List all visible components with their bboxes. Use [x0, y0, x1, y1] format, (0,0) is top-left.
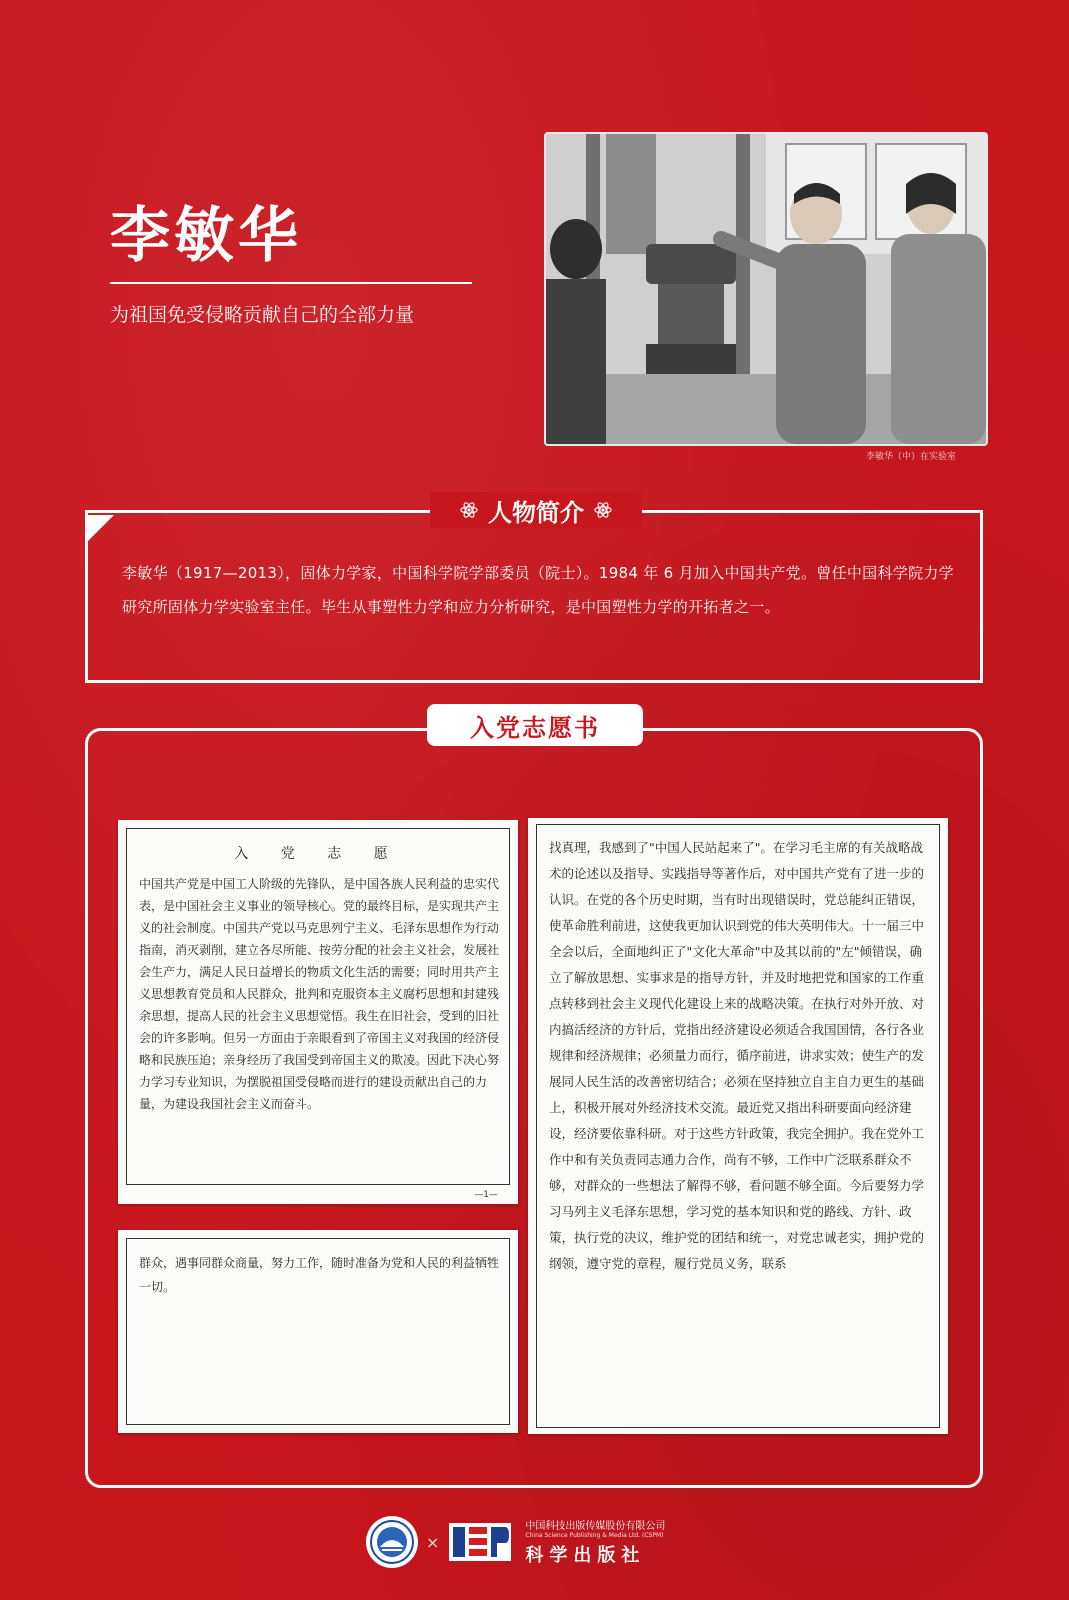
publisher-block: [525, 1517, 665, 1567]
page-number: —1—: [474, 1190, 498, 1200]
corner-fold-icon: [88, 515, 114, 541]
subtitle: 为祖国免受侵略贡献自己的全部力量: [110, 304, 415, 326]
page-frame: [126, 1238, 510, 1425]
institute-logo: [366, 1516, 418, 1568]
page-heading: 入 党 志 愿: [234, 846, 402, 862]
title-divider: [110, 282, 472, 284]
page-frame: [126, 828, 510, 1185]
lab-photo-illustration: [546, 134, 986, 444]
handwritten-text: 群众，遇事同群众商量，努力工作，随时准备为党和人民的利益牺牲一切。: [139, 1256, 500, 1294]
letter-title: 入党志愿书: [470, 713, 600, 742]
publisher-en: China Science Publishing & Media Ltd. (CSPM): [525, 1532, 664, 1539]
bio-title-banner: [430, 492, 642, 528]
bio-text: 李敏华（1917—2013），固体力学家，中国科学院学部委员（院士）。1984 年 6 月加入中国共产党。曾任中国科学院力学研究所固体力学实验室主任。毕生从事塑性力学和应力分析研究，是中国塑性力学的开拓者之一。: [122, 564, 954, 616]
page-frame: [536, 824, 940, 1428]
photo-caption: 李敏华（中）在实验室: [866, 452, 957, 462]
publisher-cn: 中国科技出版传媒股份有限公司: [525, 1521, 666, 1532]
letter-page-2: [118, 1230, 518, 1433]
times-sign: ×: [426, 1532, 440, 1552]
bio-title: 人物简介: [488, 497, 584, 527]
institute-emblem-icon: [369, 1519, 415, 1565]
atom-icon: [594, 501, 612, 519]
handwritten-text: 找真理，我感到了"中国人民站起来了"。在学习毛主席的有关战略战术的论述以及指导、实践指导等著作后，对中国共产党有了进一步的认识。在党的各个历史时期，当有时出现错误时，党总能纠正错误，使革命胜利前进，这使我更加认识到党的伟大英明伟大。十一届三中全会以后，全面地纠正了"文化大革命"中及其以前的"左"倾错误，确立了解放思想、实事求是的指导方针，并及时地把党和国家的工作重点转移到社会主义现代化建设上来的战略决策。在执行对外开放、对内搞活经济的方针后，党指出经济建设必须适合我国国情，各行各业规律和经济规律；必须量力而行，循序前进，讲求实效；使生产的发展同人民生活的改善密切结合；必须在坚持独立自主自力更生的基础上，积极开展对外经济技术交流。最近党又指出科研要面向经济建设，经济要依靠科研。对于这些方针政策，我完全拥护。我在党外工作中和有关负责同志通力合作，尚有不够，工作中广泛联系群众不够，对群众的一些想法了解得不够，看问题不够全面。今后要努力学习马列主义毛泽东思想，学习党的基本知识和党的路线、方针、政策，执行党的决议，维护党的团结和统一，对党忠诚老实，拥护党的纲领，遵守党的章程，履行党员义务，联系: [549, 840, 925, 1271]
lab-photo: [544, 132, 988, 446]
person-name: 李敏华: [110, 201, 302, 271]
letter-page-3: [528, 818, 948, 1434]
atom-icon: [460, 501, 478, 519]
handwritten-text: 中国共产党是中国工人阶级的先锋队，是中国各族人民利益的忠实代表，是中国社会主义事业的领导核心。党的最终目标，是实现共产主义的社会制度。中国共产党以马克思列宁主义、毛泽东思想作为行动指南，消灭剥削，建立各尽所能、按劳分配的社会主义社会，发展社会生产力，满足人民日益增长的物质文化生活的需要；同时用共产主义思想教育党员和人民群众，批判和克服资本主义腐朽思想和封建残余思想，提高人民的社会主义思想觉悟。我生在旧社会，受到的旧社会的许多影响。但另一方面由于亲眼看到了帝国主义对我国的经济侵略和民族压迫；亲身经历了我国受到帝国主义的欺凌。因此下决心努力学习专业知识，为摆脱祖国受侵略而进行的建设贡献出自己的力量，为建设我国社会主义而奋斗。: [139, 877, 500, 1111]
footer: [366, 1516, 665, 1568]
letter-title-tab: [427, 704, 643, 746]
press-name: 科学出版社: [525, 1545, 646, 1566]
cspm-logo-icon: [447, 1519, 513, 1565]
letter-page-1: [118, 820, 518, 1204]
